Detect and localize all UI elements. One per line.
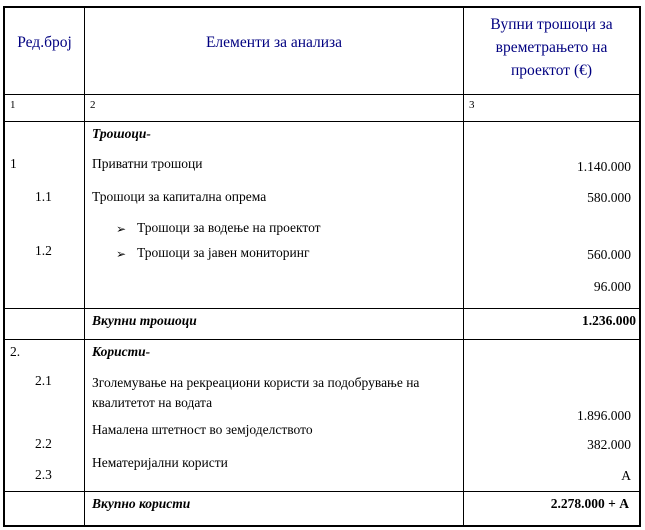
bullet-arrow-icon: ➢ xyxy=(116,247,127,261)
total-benefits-label: Вкупно користи xyxy=(92,496,191,511)
header-label-total-costs: Вупни трошоци за времетрањето на проектот (€) xyxy=(490,16,613,79)
total-benefits-row xyxy=(5,492,639,525)
index-cell-2 xyxy=(85,95,464,121)
bullet-arrow-icon: ➢ xyxy=(116,222,127,236)
row-number-2: 2. xyxy=(10,344,21,359)
table-header-row xyxy=(5,8,639,95)
item-label-project-management: Трошоци за водење на проектот xyxy=(137,220,321,235)
item-label-intangible-benefits: Нематеријални користи xyxy=(92,455,228,470)
column-index-2: 2 xyxy=(90,99,96,111)
row-number-2-2: 2.2 xyxy=(35,436,52,451)
header-label-elements: Елементи за анализа xyxy=(205,34,343,51)
item-label-private-costs: Приватни трошоци xyxy=(92,156,203,171)
item-label-reduced-agriculture-damage: Намалена штетност во земјоделството xyxy=(92,422,313,437)
header-cell-total-costs xyxy=(464,8,639,94)
header-cell-elements xyxy=(85,8,464,94)
costs-section-row xyxy=(5,122,639,309)
benefits-numbers-cell xyxy=(5,340,85,491)
costs-labels-cell xyxy=(85,122,464,308)
total-benefits-value: 2.278.000 + А xyxy=(550,496,629,511)
costs-section-title: Трошоци- xyxy=(92,126,151,141)
item-value-project-management: 560.000 xyxy=(587,247,631,262)
item-value-recreational-benefits: 1.896.000 xyxy=(577,408,631,423)
total-costs-label: Вкупни трошоци xyxy=(92,313,197,328)
total-benefits-number-cell xyxy=(5,492,85,525)
total-costs-row xyxy=(5,309,639,340)
benefits-section-row xyxy=(5,340,639,492)
total-costs-value-cell xyxy=(464,309,639,339)
item-value-private-costs: 1.140.000 xyxy=(577,159,631,174)
column-index-3: 3 xyxy=(469,99,475,111)
item-value-capital-equipment: 580.000 xyxy=(587,190,631,205)
total-benefits-value-cell xyxy=(464,492,639,525)
item-label-capital-equipment: Трошоци за капитална опрема xyxy=(92,189,267,204)
row-number-1: 1 xyxy=(10,156,17,171)
total-costs-value: 1.236.000 xyxy=(582,313,636,328)
total-costs-label-cell xyxy=(85,309,464,339)
row-number-2-1: 2.1 xyxy=(35,373,52,388)
index-cell-3 xyxy=(464,95,639,121)
item-label-public-monitoring: Трошоци за јавен мониторинг xyxy=(137,245,310,260)
row-number-2-3: 2.3 xyxy=(35,467,52,482)
total-benefits-label-cell xyxy=(85,492,464,525)
header-label-row-number: Ред.број xyxy=(17,34,72,51)
cost-benefit-analysis-table xyxy=(3,6,641,527)
benefits-values-cell xyxy=(464,340,639,491)
column-index-1: 1 xyxy=(10,99,16,111)
benefits-section-title: Користи- xyxy=(92,344,151,359)
item-label-recreational-benefits: Зголемување на рекреациони користи за подобрување на квалитетот на водата xyxy=(92,375,420,410)
item-value-public-monitoring: 96.000 xyxy=(593,279,631,294)
row-number-1-1: 1.1 xyxy=(35,189,52,204)
costs-numbers-cell xyxy=(5,122,85,308)
total-costs-number-cell xyxy=(5,309,85,339)
benefits-labels-cell xyxy=(85,340,464,491)
item-value-reduced-agriculture-damage: 382.000 xyxy=(587,437,631,452)
item-value-intangible-benefits: А xyxy=(621,468,631,483)
costs-values-cell xyxy=(464,122,639,308)
row-number-1-2: 1.2 xyxy=(35,243,52,258)
header-cell-row-number xyxy=(5,8,85,94)
index-cell-1 xyxy=(5,95,85,121)
column-index-row xyxy=(5,95,639,122)
